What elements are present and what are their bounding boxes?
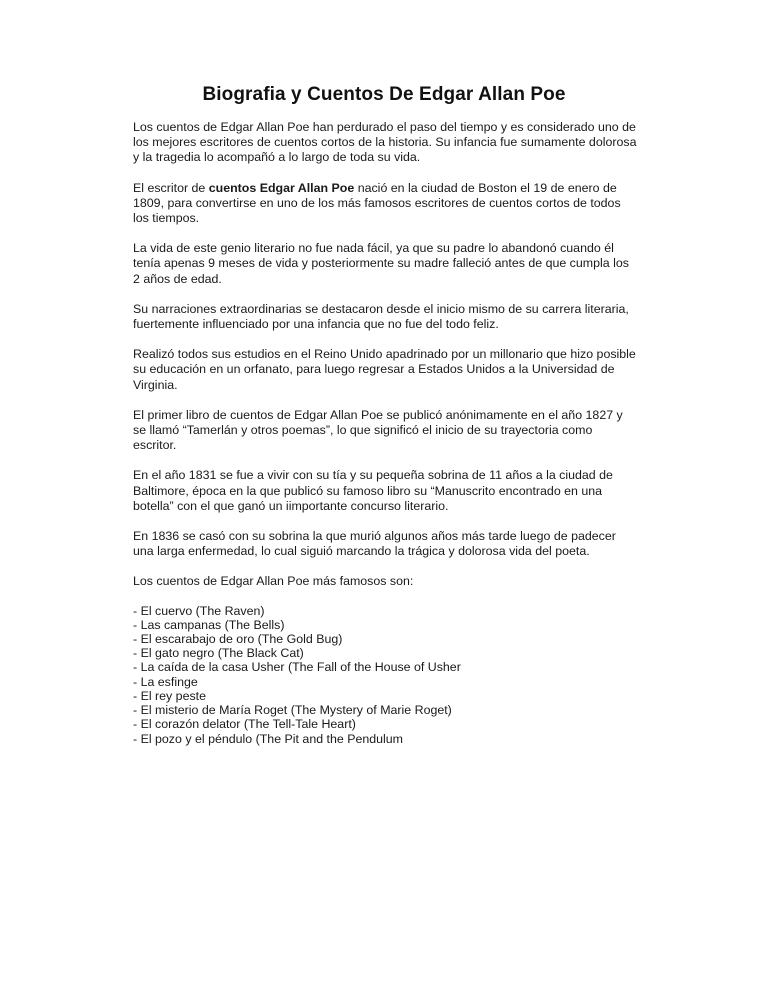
paragraph-intro: Los cuentos de Edgar Allan Poe han perdurado el paso del tiempo y es considerado uno de los mejores escritores de cuentos cortos de la historia. Su infancia fue sumamente dolorosa y la tragedia lo acompañó a lo largo de toda su vida. <box>133 120 637 165</box>
list-item: - El corazón delator (The Tell-Tale Heart) <box>133 717 356 732</box>
paragraph-birth <box>133 181 638 227</box>
paragraph-first-book: El primer libro de cuentos de Edgar Allan Poe se publicó anónimamente en el año 1827 y se llamó “Tamerlán y otros poemas”, lo que significó el inicio de su trayectoria como escritor. <box>133 407 623 453</box>
paragraph-marriage: En 1836 se casó con su sobrina la que murió algunos años más tarde luego de padecer una larga enfermedad, lo cual siguió marcando la trágica y dolorosa vida del poeta. <box>133 529 616 559</box>
paragraph-birth-text-start: El escritor de <box>133 180 209 195</box>
list-item: - El gato negro (The Black Cat) <box>133 646 304 661</box>
list-item: - El rey peste <box>133 688 206 703</box>
document-body <box>133 120 638 746</box>
page-title: Biografia y Cuentos De Edgar Allan Poe <box>202 84 566 105</box>
list-item: - El misterio de María Roget (The Mystery of Marie Roget) <box>133 703 452 718</box>
list-item: - La caída de la casa Usher (The Fall of the House of Usher <box>133 660 461 675</box>
list-item: - Las campanas (The Bells) <box>133 617 285 632</box>
paragraph-famous-intro: Los cuentos de Edgar Allan Poe más famosos son: <box>133 574 414 589</box>
list-item: - La esfinge <box>133 674 198 689</box>
paragraph-birth-text-end: nació en la ciudad de Boston el 19 de enero de 1809, para convertirse en uno de los más famosos escritores de cuentos cortos de todos los tiempos. <box>133 180 621 226</box>
paragraph-childhood: La vida de este genio literario no fue nada fácil, ya que su padre lo abandonó cuando él tenía apenas 9 meses de vida y posteriormente su madre falleció antes de que cumpla los 2 años de edad. <box>133 241 629 286</box>
paragraph-studies: Realizó todos sus estudios en el Reino Unido apadrinado por un millonario que hizo posible su educación en un orfanato, para luego regresar a Estados Unidos a la Universidad de Virginia. <box>133 347 636 392</box>
paragraph-baltimore: En el año 1831 se fue a vivir con su tía y su pequeña sobrina de 11 años a la ciudad de Baltimore, época en la que publicó su famoso libro su “Manuscrito encontrado en una botella” con el que ganó un iimportante concurso literario. <box>133 468 613 513</box>
list-item: - El escarabajo de oro (The Gold Bug) <box>133 632 343 647</box>
list-item: - El cuervo (The Raven) <box>133 603 265 618</box>
paragraph-narrations: Su narraciones extraordinarias se destacaron desde el inicio mismo de su carrera literaria, fuertemente influenciado por una infancia que no fue del todo feliz. <box>133 301 629 332</box>
paragraph-birth-bold: cuentos Edgar Allan Poe <box>208 180 355 195</box>
stories-list <box>133 604 638 746</box>
list-item: - El pozo y el péndulo (The Pit and the Pendulum <box>133 731 404 746</box>
